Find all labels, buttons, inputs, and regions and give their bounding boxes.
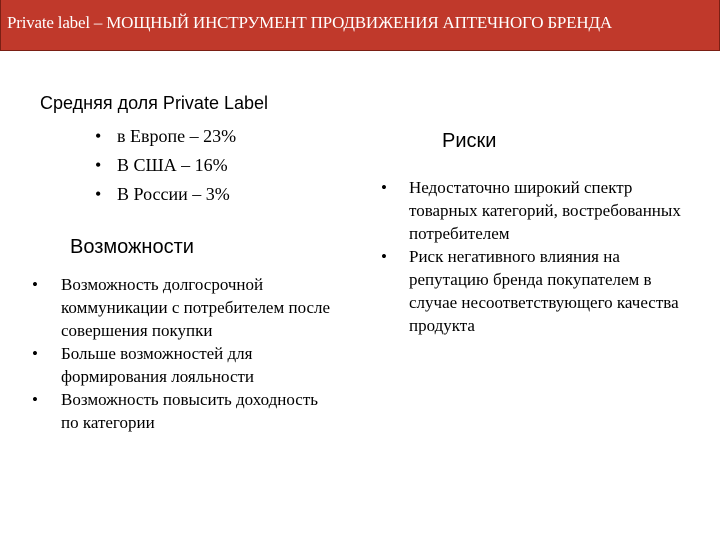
opportunity-item: Возможность повысить доходность по категории: [61, 390, 319, 432]
bullet-icon: •: [381, 178, 387, 197]
share-list: [95, 122, 236, 209]
bullet-icon: •: [32, 390, 38, 409]
share-heading: Средняя доля Private Label: [40, 93, 268, 113]
share-item-russia: В России – 3%: [117, 184, 230, 204]
risks-heading: Риски: [442, 130, 497, 152]
opportunities-list: [32, 273, 332, 434]
share-item-usa: В США – 16%: [117, 155, 228, 175]
opportunities-heading: Возможности: [70, 236, 194, 258]
list-item: [95, 122, 236, 151]
bullet-icon: •: [381, 247, 387, 266]
list-item: [32, 273, 332, 342]
risk-item: Недостаточно широкий спектр товарных категорий, востребованных потребителем: [409, 178, 681, 243]
opportunity-item: Возможность долгосрочной коммуникации с потребителем после совершения покупки: [61, 275, 331, 340]
list-item: [32, 342, 332, 388]
bullet-icon: •: [95, 155, 102, 175]
bullet-icon: •: [95, 126, 102, 146]
page-title: Private label – МОЩНЫЙ ИНСТРУМЕНТ ПРОДВИЖЕНИЯ АПТЕЧНОГО БРЕНДА: [7, 13, 612, 32]
list-item: [32, 388, 332, 434]
bullet-icon: •: [95, 184, 102, 204]
share-item-europe: в Европе – 23%: [117, 126, 237, 146]
header-bar: [0, 0, 720, 51]
list-item: [95, 151, 236, 180]
risks-list: [381, 176, 701, 337]
risk-item: Риск негативного влияния на репутацию бренда покупателем в случае несоответствующего качества продукта: [409, 247, 679, 335]
opportunity-item: Больше возможностей для формирования лояльности: [61, 344, 255, 386]
bullet-icon: •: [32, 275, 38, 294]
bullet-icon: •: [32, 344, 38, 363]
list-item: [381, 245, 701, 337]
list-item: [95, 180, 236, 209]
list-item: [381, 176, 701, 245]
